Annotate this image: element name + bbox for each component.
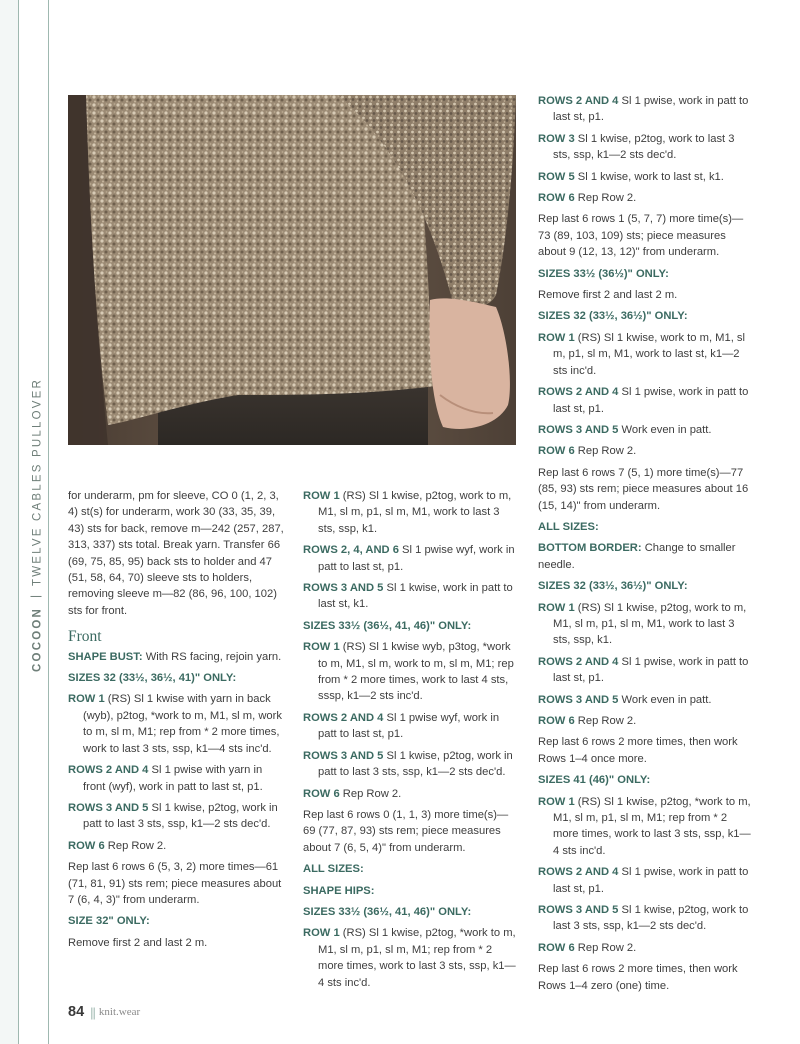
pattern-title: TWELVE CABLES PULLOVER bbox=[31, 378, 44, 587]
row-text: Work even in patt. bbox=[618, 693, 712, 706]
sweater-photo bbox=[68, 95, 516, 445]
row-text: Sl 1 pwise wyf, work in patt to last st, p1. bbox=[318, 711, 500, 741]
column-1 bbox=[68, 488, 284, 956]
row-label: ROW 1 bbox=[303, 927, 340, 940]
section-heading-front: Front bbox=[68, 628, 102, 646]
row-label: ROW 6 bbox=[538, 941, 575, 954]
row-label: ROW 6 bbox=[538, 715, 575, 727]
column-3 bbox=[538, 93, 754, 999]
brand-logo: knit.wear bbox=[98, 1006, 141, 1018]
size-heading: SIZES 33½ (36½, 41, 46)" ONLY: bbox=[303, 619, 472, 632]
row-text: (RS) Sl 1 kwise with yarn in back (wyb), p2tog, *work to m, M1, sl m, work to m, sl m, M1; rep from * 2 more times, work to last 3 sts, ssp, k1—4 sts inc'd. bbox=[83, 693, 282, 755]
row-label: ROWS 2 AND 4 bbox=[538, 95, 619, 107]
intro-paragraph: for underarm, pm for sleeve, CO 0 (1, 2, 3, 4) st(s) for underarm, work 30 (33, 35, 39, 43) sts for back, remove m—242 (257, 287, 313, 337) sts total. Break yarn. Transfer 66 (69, 75, 85, 95) back sts to holder and 47 (51, 58, 64, 70) sleeve sts to holders, removing sleeve m—82 (86, 96, 100, 102) sts for front. bbox=[68, 490, 284, 617]
all-sizes-heading: ALL SIZES: bbox=[538, 520, 599, 533]
row-label: ROWS 3 AND 5 bbox=[68, 801, 149, 814]
repeat-paragraph: Rep last 6 rows 2 more times, then work Rows 1–4 zero (one) time. bbox=[538, 963, 738, 992]
row-label: ROWS 3 AND 5 bbox=[303, 749, 384, 762]
row-text: Sl 1 kwise, p2tog, work in patt to last 3 sts, ssp, k1—2 sts dec'd. bbox=[83, 801, 278, 831]
instruction-paragraph: Remove first 2 and last 2 m. bbox=[68, 936, 208, 949]
row-text: Sl 1 kwise, p2tog, work in patt to last 3 sts, ssp, k1—2 sts dec'd. bbox=[318, 749, 513, 779]
row-label: ROWS 3 AND 5 bbox=[538, 904, 619, 917]
row-label: ROWS 3 AND 5 bbox=[538, 693, 619, 706]
row-text: Sl 1 pwise wyf, work in patt to last st, p1. bbox=[318, 544, 515, 573]
shape-hips-heading: SHAPE HIPS: bbox=[303, 884, 375, 897]
row-text: Work even in patt. bbox=[618, 423, 712, 436]
repeat-paragraph: Rep last 6 rows 2 more times, then work Rows 1–4 once more. bbox=[538, 736, 738, 765]
row-label: ROWS 2 AND 4 bbox=[538, 866, 619, 879]
spine-rule bbox=[48, 0, 49, 1044]
size-heading: SIZES 32 (33½, 36½, 41)" ONLY: bbox=[68, 672, 237, 685]
repeat-paragraph: Rep last 6 rows 0 (1, 1, 3) more time(s)—69 (77, 87, 93) sts rem; piece measures about 7 (6, 5, 4)" from underarm. bbox=[303, 808, 509, 854]
instruction-paragraph: Remove first 2 and last 2 m. bbox=[538, 289, 678, 302]
repeat-paragraph: Rep last 6 rows 6 (5, 3, 2) more times—61 (71, 81, 91) sts rem; piece measures about 7 (6, 4, 3)" from underarm. bbox=[68, 861, 282, 906]
row-label: ROW 6 bbox=[303, 787, 340, 800]
row-label: ROW 1 bbox=[68, 693, 105, 706]
row-text: (RS) Sl 1 kwise wyb, p3tog, *work to m, M1, sl m, work to m, sl m, M1; rep from * 2 more times, work to last 4 sts, sssp, k1—2 sts inc'd. bbox=[318, 641, 514, 703]
row-text: Sl 1 pwise with yarn in front (wyf), work in patt to last st, p1. bbox=[83, 764, 263, 793]
step-text: Change to smaller needle. bbox=[538, 542, 736, 571]
size-heading: SIZE 32" ONLY: bbox=[68, 915, 150, 928]
row-text: Rep Row 2. bbox=[574, 445, 637, 458]
row-label: ROW 1 bbox=[303, 490, 340, 502]
size-heading: SIZES 33½ (36½)" ONLY: bbox=[538, 267, 669, 280]
row-text: (RS) Sl 1 kwise, p2tog, *work to m, M1, sl m, p1, sl m, M1; rep from * 2 more times, work to last 3 sts, ssp, k1—4 sts inc'd. bbox=[318, 927, 516, 989]
spine-band bbox=[0, 0, 18, 1044]
row-label: ROWS 3 AND 5 bbox=[303, 582, 384, 595]
row-text: (RS) Sl 1 kwise, p2tog, *work to m, M1, sl m, p1, sl m, M1; rep from * 2 more times, work to last 3 sts, ssp, k1—4 sts inc'd. bbox=[553, 795, 751, 857]
step-label: BOTTOM BORDER: bbox=[538, 542, 642, 555]
divider bbox=[31, 596, 42, 597]
spine-rule bbox=[18, 0, 19, 1044]
row-text: Sl 1 pwise, work in patt to last st, p1. bbox=[553, 95, 749, 124]
step-text: With RS facing, rejoin yarn. bbox=[142, 650, 282, 663]
repeat-paragraph: Rep last 6 rows 1 (5, 7, 7) more time(s)—73 (89, 103, 109) sts; piece measures about 9 (12, 13, 12)" from underarm. bbox=[538, 213, 744, 259]
row-label: ROW 6 bbox=[538, 445, 575, 458]
row-text: Sl 1 kwise, p2tog, work to last 3 sts, ssp, k1—2 sts dec'd. bbox=[553, 904, 749, 933]
row-label: ROWS 2 AND 4 bbox=[538, 386, 619, 399]
row-label: ROW 5 bbox=[538, 170, 575, 183]
step-label: SHAPE BUST: bbox=[68, 650, 143, 663]
row-text: Sl 1 kwise, work in patt to last st, k1. bbox=[318, 582, 513, 611]
row-label: ROW 6 bbox=[538, 192, 575, 205]
row-text: Sl 1 pwise, work in patt to last st, p1. bbox=[553, 866, 749, 895]
row-text: Sl 1 kwise, work to last st, k1. bbox=[574, 170, 724, 183]
row-label: ROW 1 bbox=[538, 331, 575, 344]
row-label: ROWS 2 AND 4 bbox=[68, 764, 149, 777]
row-label: ROWS 2 AND 4 bbox=[303, 711, 384, 724]
column-2 bbox=[303, 488, 519, 996]
row-text: Sl 1 kwise, p2tog, work to last 3 sts, ssp, k1—2 sts dec'd. bbox=[553, 132, 735, 162]
size-heading: SIZES 32 (33½, 36½)" ONLY: bbox=[538, 580, 688, 593]
book-title: COCOON bbox=[31, 607, 44, 672]
row-text: Rep Row 2. bbox=[339, 787, 402, 800]
page-footer bbox=[68, 1004, 140, 1020]
running-head bbox=[29, 380, 45, 670]
row-text: Sl 1 pwise, work in patt to last st, p1. bbox=[553, 386, 749, 415]
all-sizes-heading: ALL SIZES: bbox=[303, 863, 364, 876]
row-label: ROW 1 bbox=[538, 795, 575, 808]
row-text: Rep Row 2. bbox=[574, 192, 637, 205]
row-label: ROW 1 bbox=[538, 601, 575, 614]
footer-divider: || bbox=[90, 1004, 95, 1020]
size-heading: SIZES 33½ (36½, 41, 46)" ONLY: bbox=[303, 905, 472, 918]
repeat-paragraph: Rep last 6 rows 7 (5, 1) more time(s)—77 (85, 93) sts rem; piece measures about 16 (15, 14)" from underarm. bbox=[538, 466, 749, 512]
row-text: Rep Row 2. bbox=[574, 715, 637, 727]
row-label: ROWS 2 AND 4 bbox=[538, 655, 619, 668]
size-heading: SIZES 41 (46)" ONLY: bbox=[538, 774, 651, 787]
row-label: ROW 6 bbox=[68, 839, 105, 852]
row-text: Rep Row 2. bbox=[104, 839, 167, 852]
row-text: (RS) Sl 1 kwise, work to m, M1, sl m, p1, sl m, M1, work to last st, k1—2 sts inc'd. bbox=[553, 331, 745, 377]
row-label: ROW 3 bbox=[538, 132, 575, 145]
row-label: ROWS 2, 4, AND 6 bbox=[303, 544, 399, 557]
page-number: 84 bbox=[68, 1004, 85, 1020]
row-label: ROWS 3 AND 5 bbox=[538, 423, 619, 436]
row-text: Rep Row 2. bbox=[574, 941, 637, 954]
row-label: ROW 1 bbox=[303, 641, 340, 654]
row-text: (RS) Sl 1 kwise, p2tog, work to m, M1, sl m, p1, sl m, M1, work to last 3 sts, ssp, k1. bbox=[553, 601, 747, 647]
row-text: (RS) Sl 1 kwise, p2tog, work to m, M1, sl m, p1, sl m, M1, work to last 3 sts, ssp, k1. bbox=[318, 490, 512, 535]
row-text: Sl 1 pwise, work in patt to last st, p1. bbox=[553, 655, 749, 685]
size-heading: SIZES 32 (33½, 36½)" ONLY: bbox=[538, 310, 688, 323]
